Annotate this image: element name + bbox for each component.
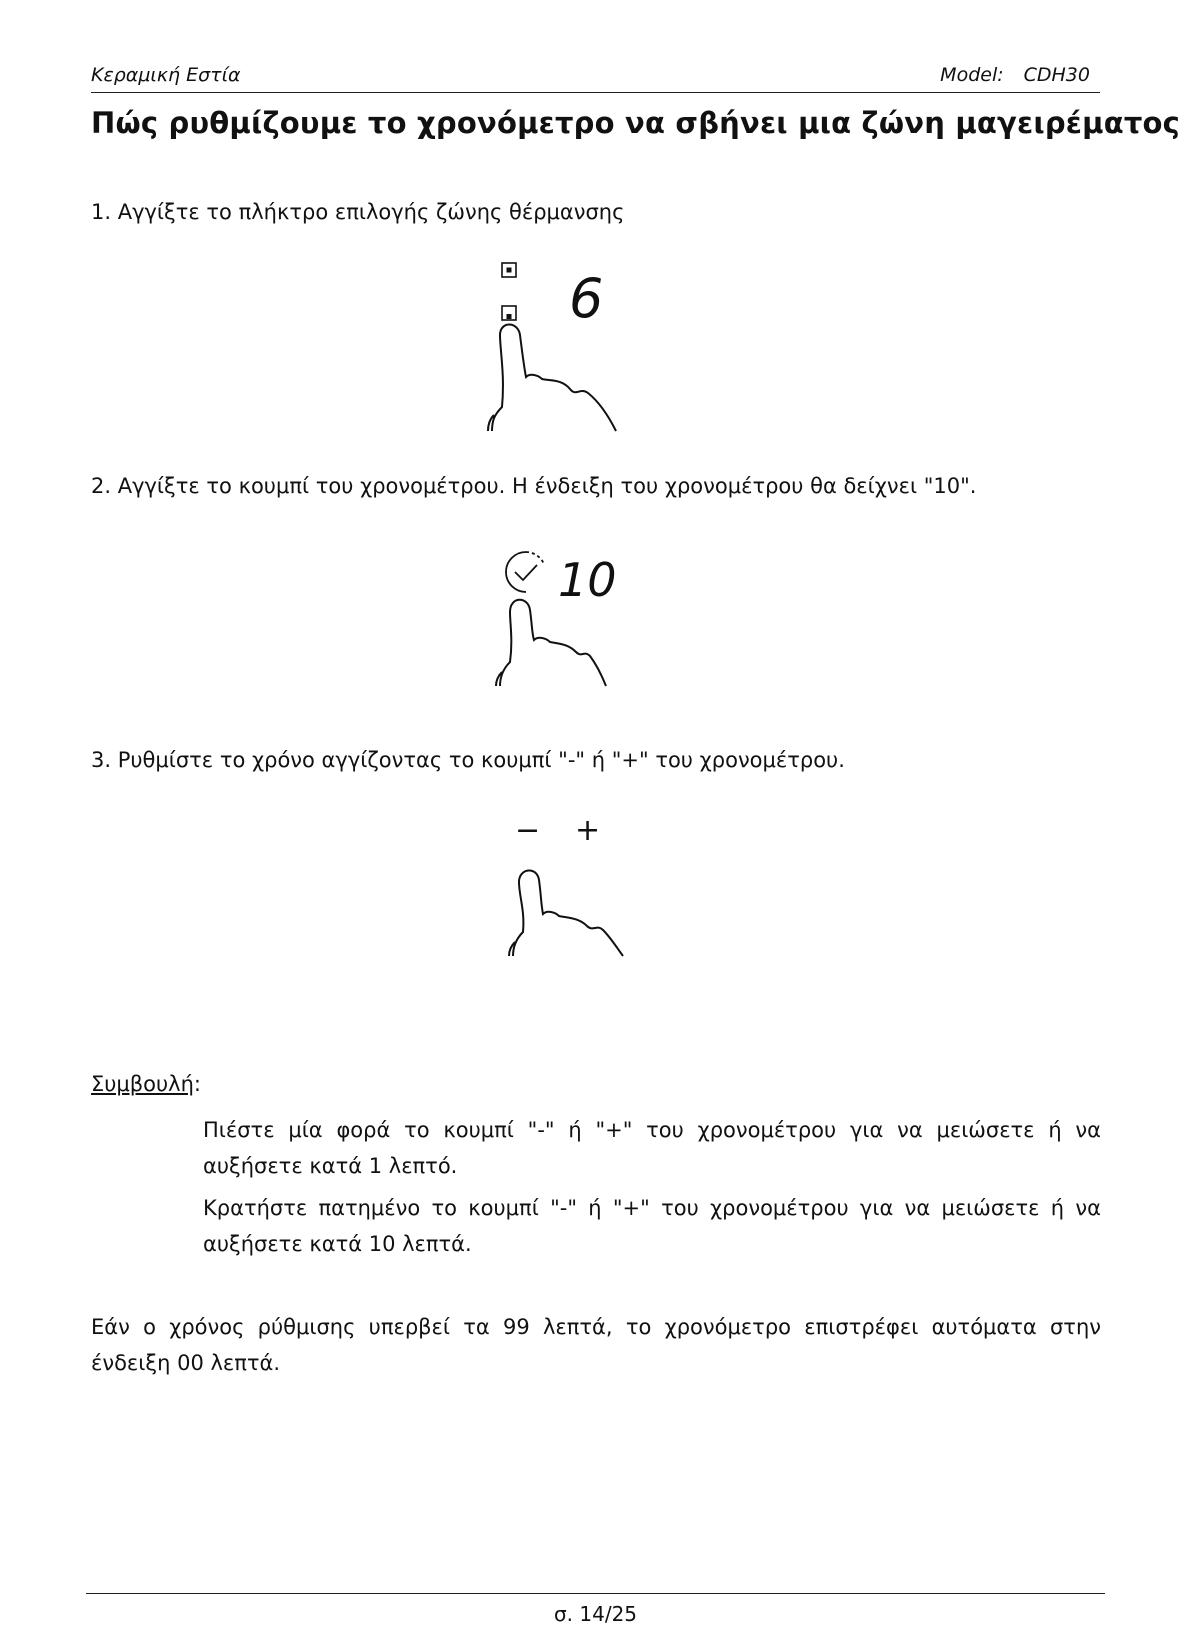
tip-label — [91, 1072, 201, 1096]
hand-pointer-icon — [488, 325, 616, 432]
zone-power-display: 6 — [569, 267, 604, 330]
tip-line-1: Πιέστε μία φορά το κουμπί "-" ή "+" του χρονομέτρου για να μειώσετε ή να αυξήσετε κατά 1 λεπτό. — [203, 1118, 1101, 1178]
plus-key-icon: + — [575, 813, 601, 848]
tip-label-text: Συμβουλή — [91, 1072, 194, 1096]
step-3-text: 3. Ρυθμίστε το χρόνο αγγίζοντας το κουμπί "-" ή "+" του χρονομέτρου. — [91, 748, 845, 772]
zone-select-illustration — [480, 255, 640, 435]
header-model-label: Model: — [940, 64, 1004, 86]
adjust-keys-illustration — [505, 810, 655, 960]
step-2-text: 2. Αγγίξτε το κουμπί του χρονομέτρου. Η ένδειξη του χρονομέτρου θα δείχνει "10". — [91, 474, 977, 498]
header-model — [940, 64, 1090, 86]
minus-key-icon: − — [515, 813, 541, 848]
overflow-note: Εάν ο χρόνος ρύθμισης υπερβεί τα 99 λεπτά, το χρονόμετρο επιστρέφει αυτόματα στην ένδειξη 00 λεπτά. — [91, 1315, 1101, 1375]
timer-display: 10 — [558, 553, 617, 607]
page-title: Πώς ρυθμίζουμε το χρονόμετρο να σβήνει μια ζώνη μαγειρέματος — [91, 106, 1181, 140]
page-number: σ. 14/25 — [553, 1602, 638, 1626]
header-product: Κεραμική Εστία — [91, 64, 241, 86]
step-1-text: 1. Αγγίξτε το πλήκτρο επιλογής ζώνης θέρμανσης — [91, 200, 625, 224]
zone-key-icon — [502, 263, 516, 320]
tip-line-2: Κρατήστε πατημένο το κουμπί "-" ή "+" του χρονομέτρου για να μειώσετε ή να αυξήσετε κατά 10 λεπτά. — [203, 1196, 1101, 1256]
footer-divider — [86, 1593, 1105, 1594]
header-model-value: CDH30 — [1023, 64, 1090, 86]
timer-key-illustration — [486, 540, 636, 690]
hand-pointer-icon — [496, 600, 606, 686]
timer-icon — [506, 552, 544, 592]
hand-pointer-icon — [509, 870, 623, 956]
page-header — [91, 64, 1100, 93]
tip-label-colon: : — [193, 1072, 201, 1096]
